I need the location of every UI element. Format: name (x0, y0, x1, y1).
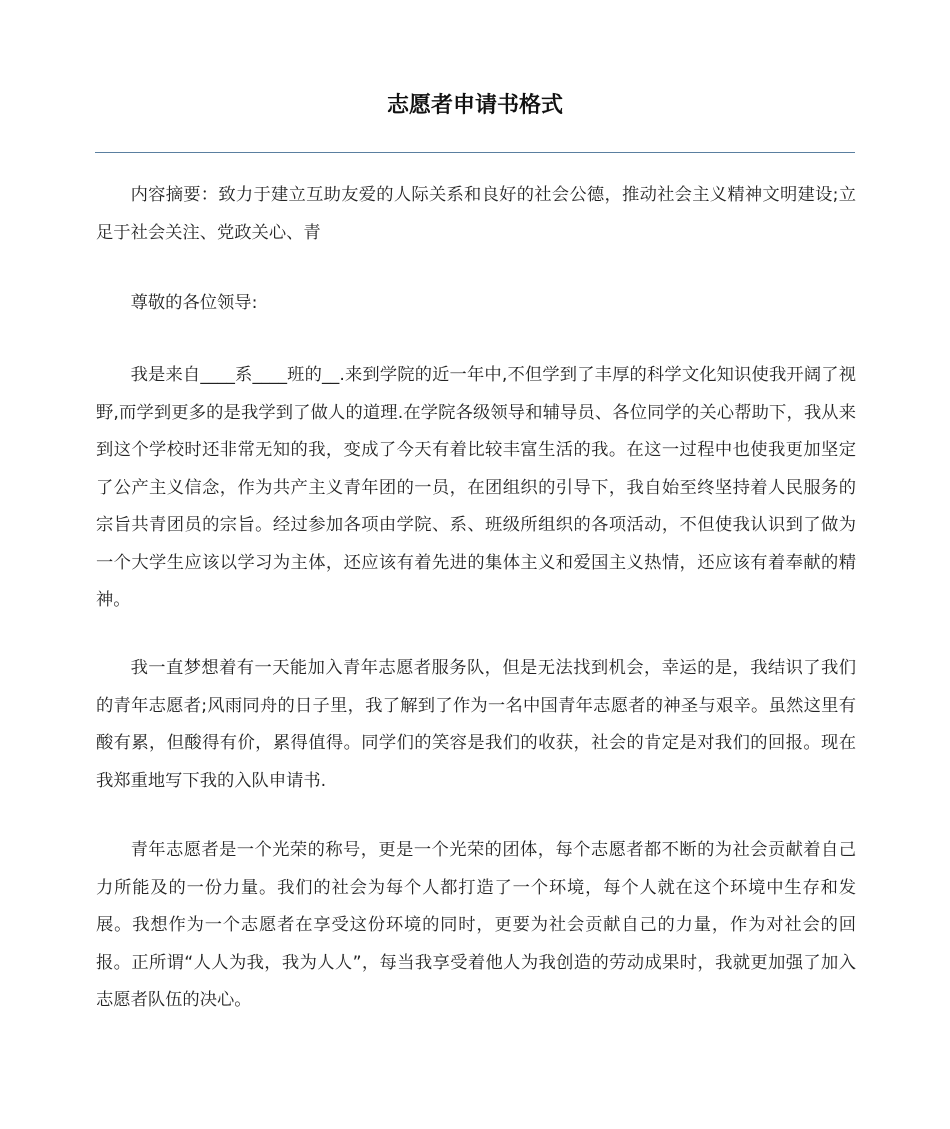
document-title: 志愿者申请书格式 (386, 93, 563, 118)
title-divider (95, 152, 855, 153)
abstract-paragraph: 内容摘要：致力于建立互助友爱的人际关系和良好的社会公德，推动社会主义精神文明建设;立足于社会关注、党政关心、青 (96, 185, 856, 243)
body-paragraph: 我是来自____系____班的__.来到学院的近一年中,不但学到了丰厚的科学文化知识使我开阔了视野,而学到更多的是我学到了做人的道理.在学院各级领导和辅导员、各位同学的关心帮助下，我从来到这个学校时还非常无知的我，变成了今天有着比较丰富生活的我。在这一过程中也使我更加坚定了公产主义信念，作为共产主义青年团的一员，在团组织的引导下，我自始至终坚持着人民服务的宗旨共青团员的宗旨。经过参加各项由学院、系、班级所组织的各项活动，不但使我认识到了做为一个大学生应该以学习为主体，还应该有着先进的集体主义和爱国主义热情，还应该有着奉献的精神。 (96, 365, 856, 610)
salutation: 尊敬的各位领导: (130, 293, 258, 313)
body-paragraph: 青年志愿者是一个光荣的称号，更是一个光荣的团体，每个志愿者都不断的为社会贡献着自己力所能及的一份力量。我们的社会为每个人都打造了一个环境，每个人就在这个环境中生存和发展。我想作为一个志愿者在享受这份环境的同时，更要为社会贡献自己的力量，作为对社会的回报。正所谓“人人为我，我为人人”，每当我享受着他人为我创造的劳动成果时，我就更加强了加入志愿者队伍的决心。 (96, 840, 856, 1010)
body-paragraph: 我一直梦想着有一天能加入青年志愿者服务队，但是无法找到机会，幸运的是，我结识了我们的青年志愿者;风雨同舟的日子里，我了解到了作为一名中国青年志愿者的神圣与艰辛。虽然这里有酸有累，但酸得有价，累得值得。同学们的笑容是我们的收获，社会的肯定是对我们的回报。现在我郑重地写下我的入队申请书. (96, 658, 856, 791)
